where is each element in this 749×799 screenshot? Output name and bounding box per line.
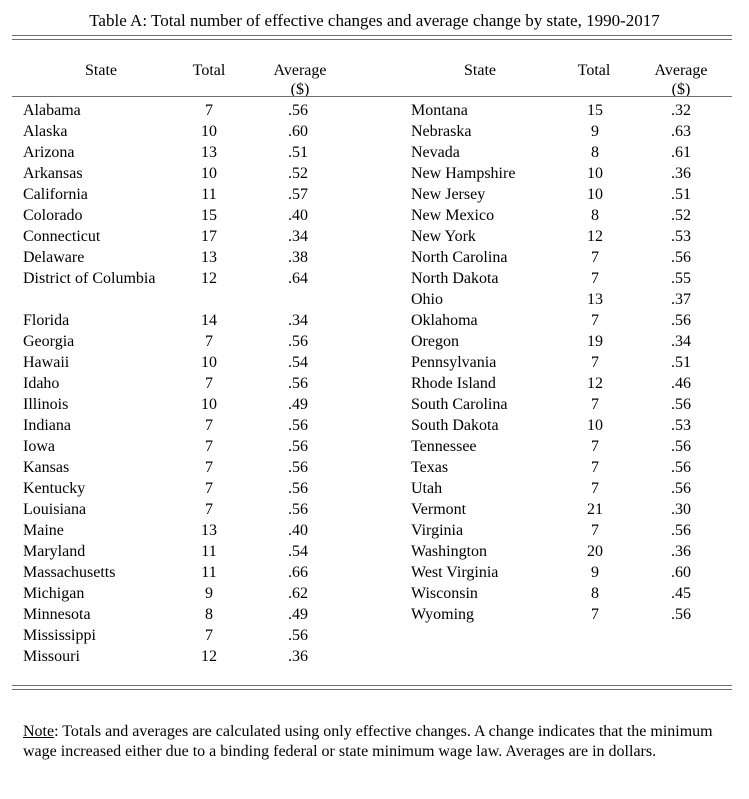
total-cell: 12	[201, 270, 217, 287]
table-row	[411, 205, 749, 226]
average-cell: .37	[671, 291, 691, 308]
total-cell: 11	[201, 186, 217, 203]
header-average-left-line2: ($)	[290, 81, 310, 98]
bottom-rule-double	[12, 689, 732, 690]
average-cell: .63	[671, 123, 691, 140]
table-row	[411, 247, 749, 268]
note-text: : Totals and averages are calculated using only effective changes. A change indicates that the minimum wage increased either due to a binding federal or state minimum wage law. Averages are in dollars.	[23, 723, 713, 760]
table-row	[411, 268, 749, 289]
table-row	[23, 352, 393, 373]
total-cell: 7	[205, 417, 213, 434]
state-cell: Michigan	[23, 585, 85, 602]
table-row	[23, 100, 393, 121]
top-rule-double	[12, 39, 732, 40]
state-cell: New Jersey	[411, 186, 486, 203]
table-row	[411, 478, 749, 499]
state-cell: Iowa	[23, 438, 55, 455]
state-cell: Ohio	[411, 291, 443, 308]
total-cell: 7	[205, 627, 213, 644]
state-cell: West Virginia	[411, 564, 499, 581]
left-state-table	[23, 100, 393, 667]
table-row	[411, 373, 749, 394]
average-cell: .52	[288, 165, 308, 182]
top-rule	[12, 35, 732, 36]
average-cell: .40	[288, 207, 308, 224]
total-cell: 21	[587, 501, 603, 518]
total-cell: 10	[587, 417, 603, 434]
state-cell: Georgia	[23, 333, 75, 350]
state-cell: Arkansas	[23, 165, 83, 182]
state-cell: North Carolina	[411, 249, 508, 266]
state-cell: Colorado	[23, 207, 83, 224]
total-cell: 10	[587, 186, 603, 203]
state-cell: Maryland	[23, 543, 86, 560]
average-cell: .56	[288, 501, 308, 518]
state-cell: Hawaii	[23, 354, 70, 371]
total-cell: 15	[201, 207, 217, 224]
table-row	[411, 352, 749, 373]
table-row	[411, 415, 749, 436]
total-cell: 17	[201, 228, 217, 245]
header-average-right	[636, 61, 726, 99]
state-cell: Alaska	[23, 123, 68, 140]
average-cell: .49	[288, 606, 308, 623]
state-cell: Idaho	[23, 375, 60, 392]
average-cell: .53	[671, 417, 691, 434]
table-row	[411, 331, 749, 352]
total-cell: 8	[591, 585, 599, 602]
table-row	[411, 457, 749, 478]
state-cell: Nebraska	[411, 123, 472, 140]
state-cell: Texas	[411, 459, 449, 476]
total-cell: 8	[591, 207, 599, 224]
table-row	[23, 499, 393, 520]
total-cell: 12	[587, 375, 603, 392]
table-row	[23, 604, 393, 625]
header-average-left-line1: Average	[273, 62, 327, 79]
table-row	[411, 163, 749, 184]
total-cell: 7	[591, 354, 599, 371]
table-row	[23, 205, 393, 226]
table-row	[411, 499, 749, 520]
total-cell: 7	[591, 312, 599, 329]
average-cell: .56	[671, 459, 691, 476]
state-cell: North Dakota	[411, 270, 499, 287]
state-cell: South Carolina	[411, 396, 508, 413]
average-cell: .54	[288, 543, 308, 560]
table-row	[411, 121, 749, 142]
total-cell: 8	[591, 144, 599, 161]
average-cell: .55	[671, 270, 691, 287]
table-row	[23, 121, 393, 142]
table-row	[23, 478, 393, 499]
total-cell: 9	[591, 564, 599, 581]
total-cell: 10	[201, 123, 217, 140]
average-cell: .30	[671, 501, 691, 518]
state-cell: Washington	[411, 543, 488, 560]
table-row	[411, 562, 749, 583]
total-cell: 12	[201, 648, 217, 665]
total-cell: 7	[205, 333, 213, 350]
average-cell: .56	[288, 333, 308, 350]
state-cell: Mississippi	[23, 627, 96, 644]
state-cell: New Mexico	[411, 207, 495, 224]
table-row	[23, 373, 393, 394]
table-row	[23, 415, 393, 436]
average-cell: .56	[671, 312, 691, 329]
state-cell: Alabama	[23, 102, 81, 119]
state-cell: Kansas	[23, 459, 70, 476]
state-cell: Oregon	[411, 333, 459, 350]
table-row	[23, 310, 393, 331]
table-row	[411, 394, 749, 415]
table-row	[23, 625, 393, 646]
total-cell: 7	[591, 606, 599, 623]
average-cell: .45	[671, 585, 691, 602]
table-row	[23, 184, 393, 205]
state-cell: Massachusetts	[23, 564, 116, 581]
header-total-left: Total	[192, 62, 226, 79]
average-cell: .54	[288, 354, 308, 371]
total-cell: 7	[591, 249, 599, 266]
average-cell: .40	[288, 522, 308, 539]
state-cell: New Hampshire	[411, 165, 516, 182]
total-cell: 9	[591, 123, 599, 140]
average-cell: .56	[671, 522, 691, 539]
average-cell: .56	[288, 375, 308, 392]
state-cell: South Dakota	[411, 417, 499, 434]
total-cell: 7	[205, 459, 213, 476]
average-cell: .53	[671, 228, 691, 245]
table-row	[411, 583, 749, 604]
average-cell: .34	[288, 228, 308, 245]
total-cell: 7	[205, 375, 213, 392]
state-cell: Montana	[411, 102, 468, 119]
table-row	[23, 520, 393, 541]
state-cell: Delaware	[23, 249, 85, 266]
total-cell: 8	[205, 606, 213, 623]
average-cell: .56	[671, 396, 691, 413]
note-label: Note	[23, 723, 55, 740]
table-row	[411, 541, 749, 562]
total-cell: 10	[201, 354, 217, 371]
state-cell: Indiana	[23, 417, 71, 434]
header-average-right-line2: ($)	[671, 81, 691, 98]
state-cell: Arizona	[23, 144, 75, 161]
header-average-left	[255, 61, 345, 99]
table-row	[23, 457, 393, 478]
average-cell: .51	[288, 144, 308, 161]
average-cell: .56	[671, 249, 691, 266]
total-cell: 7	[205, 480, 213, 497]
table-row	[411, 436, 749, 457]
table-row	[411, 226, 749, 247]
average-cell: .61	[671, 144, 691, 161]
table-row	[411, 142, 749, 163]
total-cell: 10	[587, 165, 603, 182]
average-cell: .32	[671, 102, 691, 119]
state-cell: District of Columbia	[23, 270, 156, 287]
state-cell: Virginia	[411, 522, 464, 539]
average-cell: .64	[288, 270, 308, 287]
state-cell: New York	[411, 228, 476, 245]
average-cell: .60	[288, 123, 308, 140]
total-cell: 9	[205, 585, 213, 602]
state-cell: California	[23, 186, 88, 203]
state-cell: Rhode Island	[411, 375, 496, 392]
table-row	[23, 268, 393, 310]
total-cell: 15	[587, 102, 603, 119]
table-row	[23, 331, 393, 352]
state-cell: Louisiana	[23, 501, 87, 518]
total-cell: 13	[201, 249, 217, 266]
average-cell: .56	[288, 102, 308, 119]
total-cell: 7	[591, 480, 599, 497]
total-cell: 7	[591, 270, 599, 287]
average-cell: .51	[671, 186, 691, 203]
average-cell: .56	[671, 438, 691, 455]
average-cell: .66	[288, 564, 308, 581]
state-cell: Minnesota	[23, 606, 91, 623]
right-state-table	[411, 100, 749, 625]
header-total-right: Total	[577, 62, 611, 79]
bottom-rule	[12, 685, 732, 686]
state-cell: Nevada	[411, 144, 460, 161]
average-cell: .34	[671, 333, 691, 350]
table-row	[23, 142, 393, 163]
average-cell: .46	[671, 375, 691, 392]
average-cell: .36	[671, 543, 691, 560]
total-cell: 20	[587, 543, 603, 560]
total-cell: 19	[587, 333, 603, 350]
total-cell: 7	[591, 396, 599, 413]
state-cell: Vermont	[411, 501, 467, 518]
state-cell: Maine	[23, 522, 64, 539]
total-cell: 13	[201, 522, 217, 539]
header-state-left: State	[85, 62, 117, 79]
average-cell: .62	[288, 585, 308, 602]
table-row	[23, 163, 393, 184]
state-cell: Utah	[411, 480, 443, 497]
table-row	[411, 289, 749, 310]
state-cell: Illinois	[23, 396, 69, 413]
table-row	[23, 646, 393, 667]
average-cell: .56	[288, 459, 308, 476]
table-note	[23, 722, 733, 761]
total-cell: 13	[201, 144, 217, 161]
total-cell: 14	[201, 312, 217, 329]
table-row	[23, 394, 393, 415]
table-row	[23, 583, 393, 604]
total-cell: 10	[201, 396, 217, 413]
total-cell: 7	[205, 102, 213, 119]
state-cell: Kentucky	[23, 480, 86, 497]
table-row	[23, 541, 393, 562]
average-cell: .56	[288, 627, 308, 644]
header-average-right-line1: Average	[654, 62, 708, 79]
average-cell: .38	[288, 249, 308, 266]
average-cell: .49	[288, 396, 308, 413]
total-cell: 10	[201, 165, 217, 182]
average-cell: .56	[288, 438, 308, 455]
average-cell: .34	[288, 312, 308, 329]
total-cell: 13	[587, 291, 603, 308]
total-cell: 12	[587, 228, 603, 245]
state-cell: Pennsylvania	[411, 354, 497, 371]
average-cell: .36	[288, 648, 308, 665]
total-cell: 7	[205, 438, 213, 455]
average-cell: .56	[671, 606, 691, 623]
table-row	[23, 247, 393, 268]
state-cell: Wisconsin	[411, 585, 478, 602]
average-cell: .56	[288, 480, 308, 497]
total-cell: 7	[591, 459, 599, 476]
table-title: Table A: Total number of effective changes and average change by state, 1990-2017	[89, 11, 660, 30]
table-row	[411, 520, 749, 541]
table-row	[411, 310, 749, 331]
state-cell: Florida	[23, 312, 70, 329]
average-cell: .60	[671, 564, 691, 581]
table-row	[411, 184, 749, 205]
average-cell: .52	[671, 207, 691, 224]
average-cell: .51	[671, 354, 691, 371]
average-cell: .57	[288, 186, 308, 203]
state-cell: Connecticut	[23, 228, 101, 245]
state-cell: Missouri	[23, 648, 80, 665]
state-cell: Tennessee	[411, 438, 477, 455]
total-cell: 7	[205, 501, 213, 518]
table-row	[23, 226, 393, 247]
state-cell: Wyoming	[411, 606, 475, 623]
header-rule	[12, 96, 732, 97]
table-row	[411, 100, 749, 121]
average-cell: .36	[671, 165, 691, 182]
table-row	[23, 436, 393, 457]
average-cell: .56	[671, 480, 691, 497]
state-cell: Oklahoma	[411, 312, 478, 329]
total-cell: 7	[591, 438, 599, 455]
total-cell: 7	[591, 522, 599, 539]
total-cell: 11	[201, 543, 217, 560]
table-row	[23, 562, 393, 583]
total-cell: 11	[201, 564, 217, 581]
header-state-right: State	[464, 62, 496, 79]
table-row	[411, 604, 749, 625]
average-cell: .56	[288, 417, 308, 434]
